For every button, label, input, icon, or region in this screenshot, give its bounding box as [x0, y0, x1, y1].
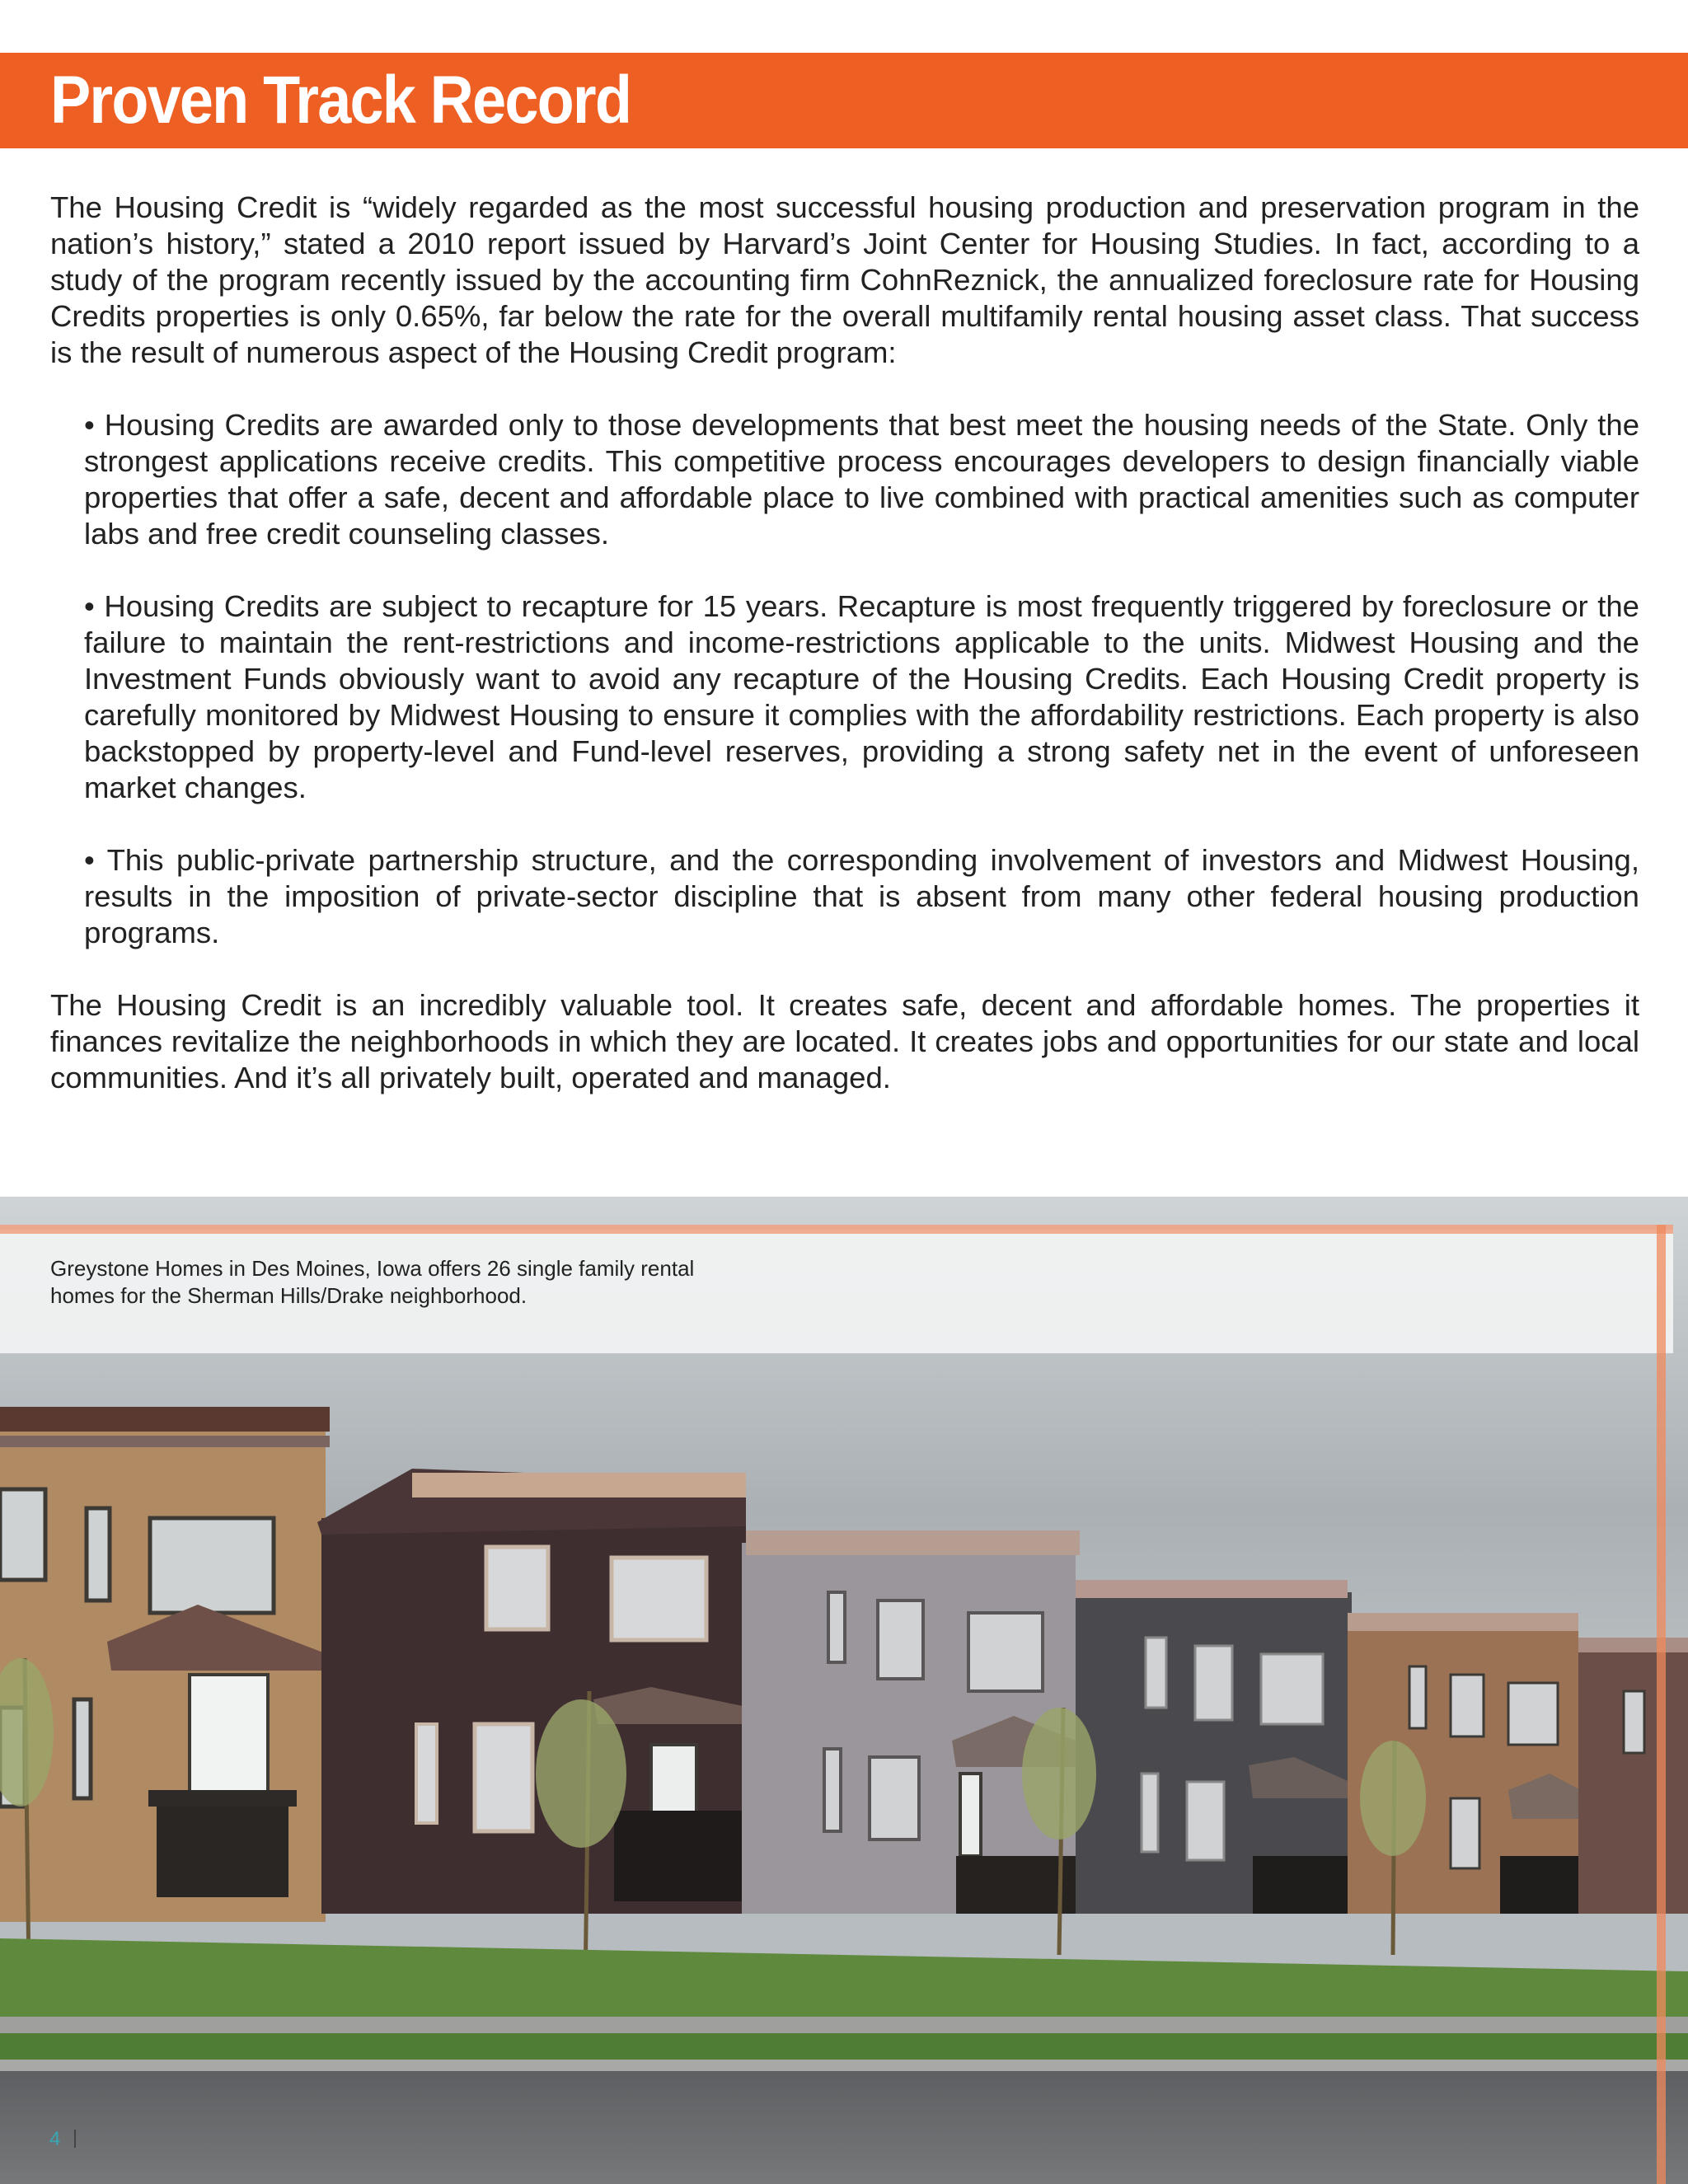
housing-photo	[0, 1197, 1688, 2184]
bullet-text: This public-private partnership structure, and the corresponding involvement of investors and Midwest Housing, results in the imposition of private-sector discipline that is absent from many other federal housing production programs.	[84, 843, 1639, 949]
frame-line-right	[1657, 1225, 1666, 2184]
grass-strip	[0, 2033, 1688, 2060]
road	[0, 2071, 1688, 2184]
page-number: 4	[49, 2128, 61, 2150]
house-dark-grey	[1076, 1580, 1368, 1914]
conclusion-paragraph: The Housing Credit is an incredibly valuable tool. It creates safe, decent and affordable homes. The properties it finances revitalize the neighborhoods in which they are located. It creates jobs and opportunities for our state and local communities. And it’s all privately built, operated and managed.	[50, 988, 1639, 1094]
house-far-right	[1578, 1646, 1688, 1914]
bullet-item	[84, 842, 1639, 951]
bullet-glyph: •	[84, 589, 95, 623]
house-dark-brown	[317, 1469, 771, 1914]
intro-paragraph: The Housing Credit is “widely regarded as the most successful housing production and preservation program in the nation’s history,” stated a 2010 report issued by Harvard’s Joint Center for Housing Studies. In fact, according to a study of the program recently issued by the accounting firm CohnReznick, the annualized foreclosure rate for Housing Credits properties is only 0.65%, far below the rate for the overall multifamily rental housing asset class. That success is the result of numerous aspect of the Housing Credit program:	[50, 190, 1639, 369]
lawn	[0, 1938, 1688, 2021]
caption-line: Greystone Homes in Des Moines, Iowa offers 26 single family rental	[50, 1256, 695, 1281]
page-number-separator	[74, 2130, 76, 2148]
body-text	[50, 190, 1639, 1096]
bullet-text: Housing Credits are awarded only to those developments that best meet the housing needs of the State. Only the strongest applications receive credits. This competitive process encourages developers to design financially viable properties that offer a safe, decent and affordable place to live combined with practical amenities such as computer labs and free credit counseling classes.	[84, 408, 1639, 551]
bullet-glyph: •	[84, 843, 95, 877]
bullet-item	[84, 588, 1639, 806]
house-tan-left	[0, 1407, 338, 1922]
title-bar	[0, 53, 1688, 148]
bullet-list	[50, 407, 1639, 951]
sidewalk	[0, 2017, 1688, 2033]
bullet-text: Housing Credits are subject to recapture for 15 years. Recapture is most frequently triggered by foreclosure or the failure to maintain the rent-restrictions and income-restrictions applicable to the units. Midwest Housing and the Investment Funds obviously want to avoid any recapture of the Housing Credits. Each Housing Credit property is carefully monitored by Midwest Housing to ensure it complies with the affordability restrictions. Each property is also backstopped by property-level and Fund-level reserves, providing a strong safety net in the event of unforeseen market changes.	[84, 589, 1639, 804]
page-title: Proven Track Record	[50, 63, 631, 138]
photo-caption	[50, 1255, 792, 1310]
curb	[0, 2060, 1688, 2071]
row-houses-illustration	[0, 1197, 1688, 2184]
bullet-glyph: •	[84, 408, 95, 442]
frame-line-top	[0, 1225, 1673, 1234]
bullet-item	[84, 407, 1639, 552]
caption-line: homes for the Sherman Hills/Drake neighborhood.	[50, 1283, 528, 1308]
